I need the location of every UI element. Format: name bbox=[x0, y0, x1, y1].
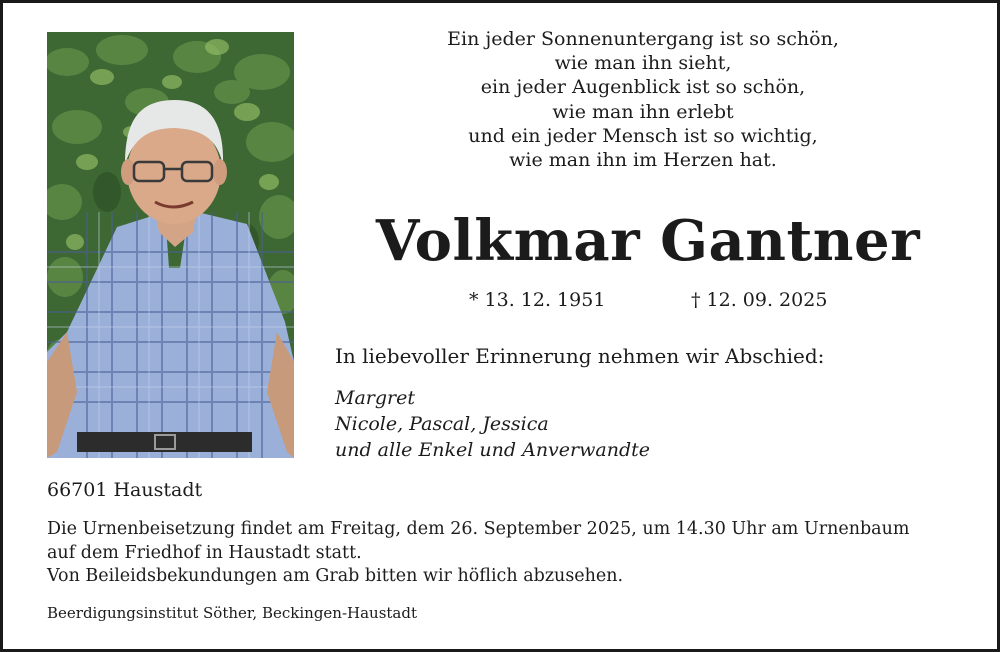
funeral-home: Beerdigungsinstitut Söther, Beckingen-Haustadt bbox=[47, 604, 418, 622]
poem-line: ein jeder Augenblick ist so schön, bbox=[480, 76, 806, 99]
poem-line: wie man ihn im Herzen hat. bbox=[509, 149, 777, 172]
poem-line: wie man ihn erlebt bbox=[552, 100, 734, 123]
poem-line: Ein jeder Sonnenuntergang ist so schön, bbox=[447, 28, 839, 50]
town-location: 66701 Haustadt bbox=[47, 479, 203, 501]
deceased-name: Volkmar Gantner bbox=[375, 208, 921, 274]
farewell-statement: In liebevoller Erinnerung nehmen wir Abschied: bbox=[335, 344, 825, 368]
birth-date: * 13. 12. 1951 bbox=[469, 289, 606, 311]
mourner-line: Nicole, Pascal, Jessica bbox=[335, 413, 549, 435]
memorial-poem bbox=[348, 27, 938, 172]
portrait-photo bbox=[47, 32, 294, 458]
death-date: † 12. 09. 2025 bbox=[691, 289, 828, 311]
funeral-announcement bbox=[47, 518, 982, 589]
announcement-line: Von Beileidsbekundungen am Grab bitten wir höflich abzusehen. bbox=[47, 566, 624, 586]
poem-line: und ein jeder Mensch ist so wichtig, bbox=[468, 124, 818, 147]
poem-line: wie man ihn sieht, bbox=[554, 52, 732, 75]
mourner-line: und alle Enkel und Anverwandte bbox=[335, 439, 650, 461]
mourners-list bbox=[335, 385, 650, 463]
announcement-line: Die Urnenbeisetzung findet am Freitag, dem 26. September 2025, um 14.30 Uhr am Urnenbaum bbox=[47, 519, 910, 539]
announcement-line: auf dem Friedhof in Haustadt statt. bbox=[47, 542, 362, 563]
mourner-line: Margret bbox=[335, 387, 415, 409]
